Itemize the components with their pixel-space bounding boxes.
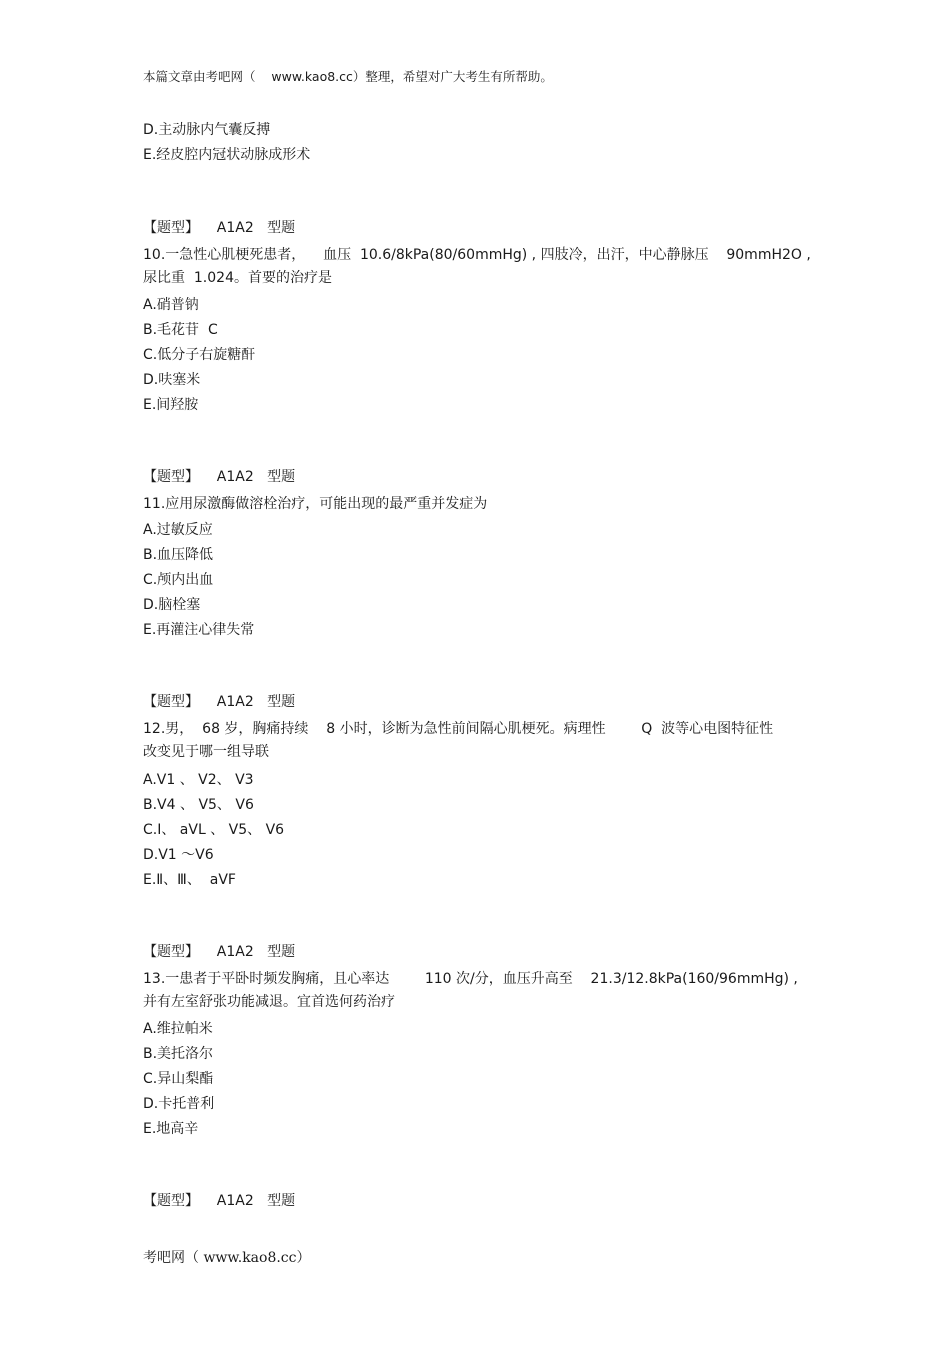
question-type-label: 【题型】 A1A2 型题 [143, 944, 296, 960]
option-text: C.I、 aVL 、 V5、 V6 [143, 822, 285, 838]
question-stem: 13.一患者于平卧时频发胸痛，且心率达 110 次/分，血压升高至 21.3/12.8kPa(160/96mmHg) , [143, 971, 798, 987]
option-text: A.维拉帕米 [143, 1021, 213, 1037]
option-text: E.地高辛 [143, 1121, 199, 1137]
option-text: B.毛花苷 C [143, 322, 218, 338]
option-text: E.再灌注心律失常 [143, 622, 255, 638]
option-text: A.硝普钠 [143, 297, 199, 313]
question-stem: 并有左室舒张功能减退。宜首选何药治疗 [143, 994, 395, 1010]
option-text: B.血压降低 [143, 547, 214, 563]
option-text: E.间羟胺 [143, 397, 199, 413]
question-stem: 改变见于哪一组导联 [143, 744, 269, 760]
option-text: E.Ⅱ、Ⅲ、 aVF [143, 872, 236, 888]
page-footer: 考吧网（ www.kao8.cc） [143, 1250, 311, 1266]
question-stem: 10.一急性心肌梗死患者， 血压 10.6/8kPa(80/60mmHg) , 四肢冷，出汗，中心静脉压 90mmH2O , [143, 247, 811, 263]
question-stem: 尿比重 1.024。首要的治疗是 [143, 270, 332, 286]
question-type-label: 【题型】 A1A2 型题 [143, 469, 296, 485]
option-text: C.异山梨酯 [143, 1071, 214, 1087]
option-text: D.卡托普利 [143, 1096, 215, 1112]
option-text: B.美托洛尔 [143, 1046, 214, 1062]
option-text: E.经皮腔内冠状动脉成形术 [143, 147, 311, 163]
question-type-label: 【题型】 A1A2 型题 [143, 220, 296, 236]
page-header: 本篇文章由考吧网（ www.kao8.cc）整理，希望对广大考生有所帮助。 [143, 69, 553, 84]
option-text: C.颅内出血 [143, 572, 214, 588]
option-text: D.脑栓塞 [143, 597, 201, 613]
question-type-label: 【题型】 A1A2 型题 [143, 1193, 296, 1209]
question-stem: 11.应用尿激酶做溶栓治疗，可能出现的最严重并发症为 [143, 496, 488, 512]
option-text: D.呋塞米 [143, 372, 201, 388]
option-text: A.过敏反应 [143, 522, 213, 538]
option-text: D.主动脉内气囊反搏 [143, 122, 271, 138]
option-text: B.V4 、 V5、 V6 [143, 797, 254, 813]
option-text: C.低分子右旋糖酐 [143, 347, 256, 363]
question-type-label: 【题型】 A1A2 型题 [143, 694, 296, 710]
question-stem: 12.男， 68 岁，胸痛持续 8 小时，诊断为急性前间隔心肌梗死。病理性 Q 波等心电图特征性 [143, 721, 774, 737]
option-text: A.V1 、 V2、 V3 [143, 772, 254, 788]
option-text: D.V1 ～V6 [143, 847, 214, 863]
